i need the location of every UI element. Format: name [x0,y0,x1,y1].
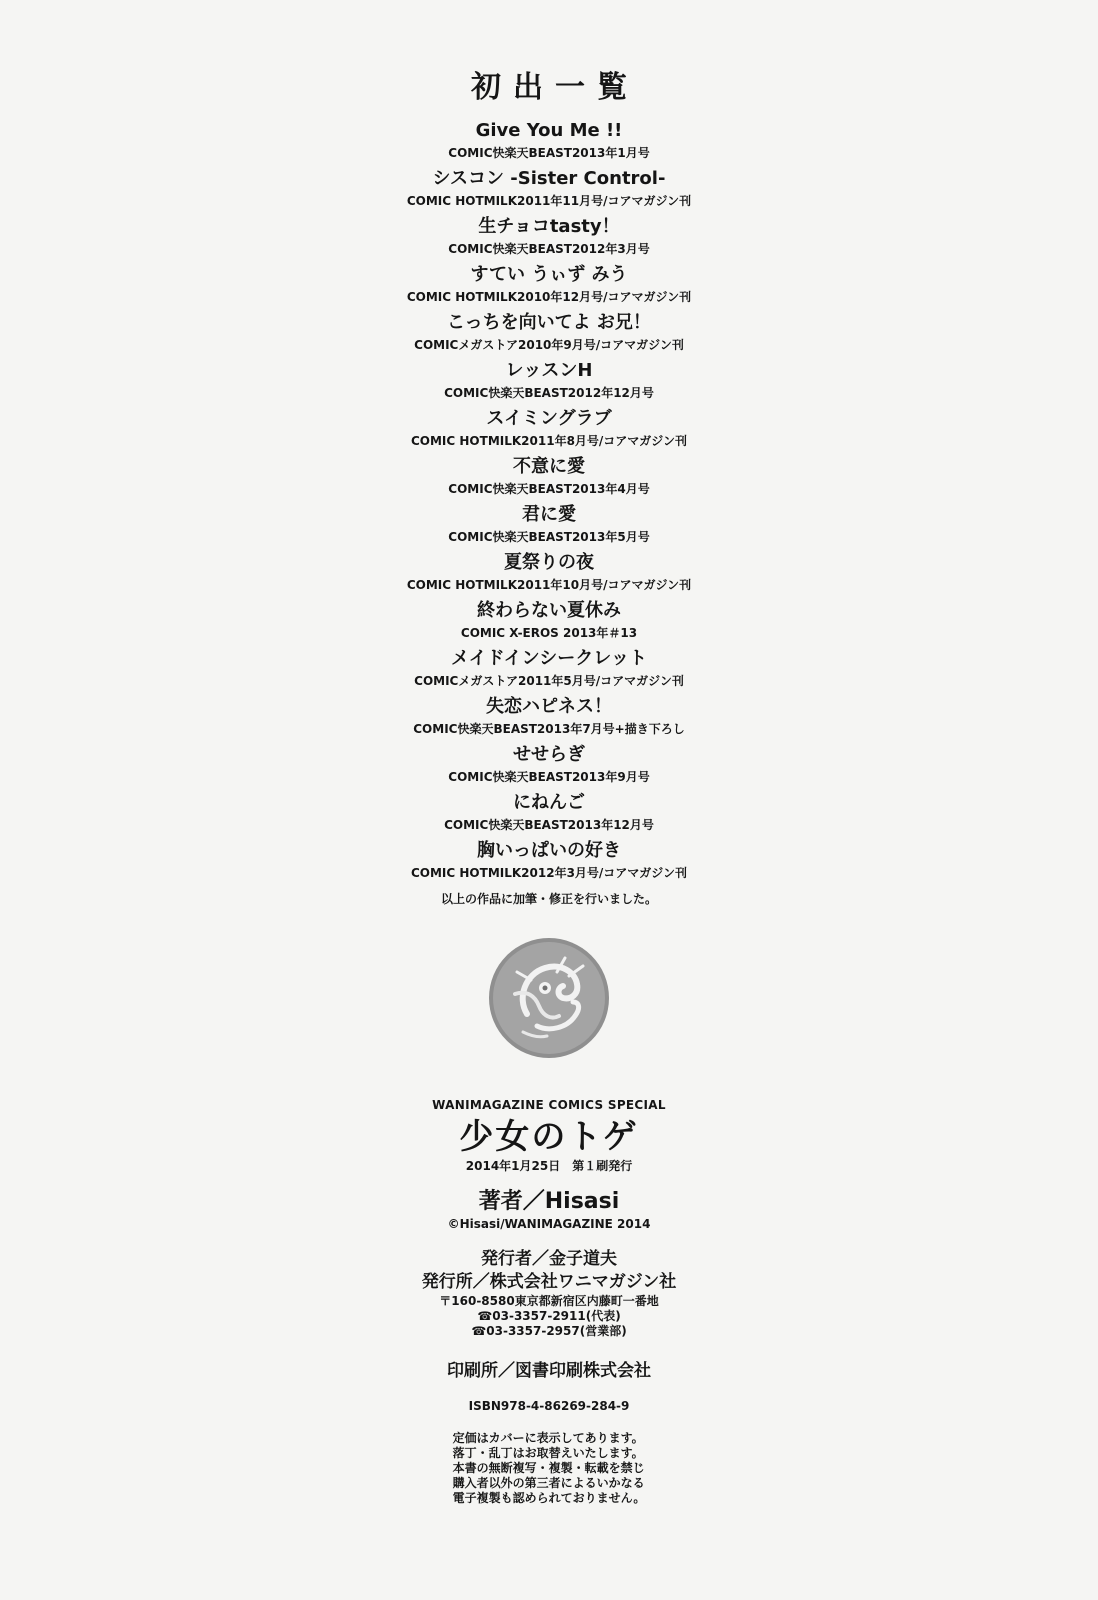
work-entry [448,118,649,166]
work-title: 君に愛 [522,504,576,525]
notice-line: 購入者以外の第三者によるいかなる [452,1476,645,1490]
work-entry [413,694,684,742]
work-title: 終わらない夏休み [477,600,621,621]
work-title: スイミングラブ [486,408,612,429]
dragon-emblem-icon [487,936,611,1060]
work-entry [407,166,691,214]
isbn: ISBN978-4-86269-284-9 [468,1399,630,1413]
work-entry [414,646,684,694]
work-title: にねんご [513,792,585,813]
work-source: COMIC快楽天BEAST2013年12月号 [444,818,654,832]
work-source: COMIC HOTMILK2011年8月号/コアマガジン刊 [410,434,687,448]
notice-line: 本書の無断複写・複製・転載を禁じ [452,1461,645,1475]
work-source: COMIC快楽天BEAST2012年3月号 [448,242,650,256]
series-label: WANIMAGAZINE COMICS SPECIAL [432,1098,666,1112]
legal-notices [453,1431,646,1506]
work-source: COMIC快楽天BEAST2012年12月号 [444,386,654,400]
work-entry [444,790,654,838]
notice-line: 落丁・乱丁はお取替えいたします。 [452,1446,644,1460]
author-line: 著者／Hisasi [478,1189,620,1214]
work-source: COMIC快楽天BEAST2013年5月号 [448,530,650,544]
work-source: COMIC HOTMILK2012年3月号/コアマガジン刊 [410,866,687,880]
work-entry [448,502,649,550]
work-entry [448,454,649,502]
work-title: レッスンH [505,360,593,381]
copyright-line: ©Hisasi/WANIMAGAZINE 2014 [447,1217,651,1231]
notice-line: 電子複製も認められておりません。 [452,1491,646,1505]
revision-note: 以上の作品に加筆・修正を行いました。 [440,892,657,906]
book-title: 少女のトゲ [459,1117,639,1157]
phone-main: ☎03-3357-2911(代表) [477,1309,621,1323]
work-entry [407,262,691,310]
notice-line: 定価はカバーに表示してあります。 [452,1431,644,1445]
work-source: COMIC HOTMILK2011年11月号/コアマガジン刊 [406,194,692,208]
work-entry [448,214,649,262]
printer-line: 印刷所／図書印刷株式会社 [447,1361,651,1381]
work-title: 夏祭りの夜 [504,552,594,573]
work-source: COMIC X-EROS 2013年＃13 [460,626,638,640]
work-title: Give You Me !! [475,120,623,141]
publisher-line: 発行所／株式会社ワニマガジン社 [421,1272,677,1292]
works-list [407,118,691,886]
work-source: COMIC快楽天BEAST2013年4月号 [448,482,650,496]
work-title: 生チョコtasty！ [478,216,620,237]
work-entry [407,550,691,598]
work-source: COMICメガストア2010年9月号/コアマガジン刊 [414,338,684,352]
work-source: COMICメガストア2011年5月号/コアマガジン刊 [414,674,684,688]
phone-sales: ☎03-3357-2957(営業部) [471,1324,627,1338]
work-title: シスコン -Sister Control- [432,168,666,189]
work-source: COMIC快楽天BEAST2013年1月号 [448,146,650,160]
first-appearance-heading: 初出一覧 [471,70,639,105]
work-title: メイドインシークレット [450,648,648,669]
work-entry [461,598,637,646]
issuer-line: 発行者／金子道夫 [481,1249,617,1269]
work-title: 胸いっぱいの好き [476,840,621,861]
work-entry [414,310,684,358]
work-entry [448,742,649,790]
work-title: こっちを向いてよ お兄！ [447,312,651,333]
work-title: すてい うぃず みう [470,264,628,285]
publisher-address: 〒160-8580東京都新宿区内藤町一番地 [439,1294,659,1308]
work-source: COMIC HOTMILK2011年10月号/コアマガジン刊 [406,578,692,592]
work-entry [411,406,687,454]
work-source: COMIC快楽天BEAST2013年7月号+描き下ろし [413,722,685,736]
work-title: 不意に愛 [513,456,585,477]
work-entry [444,358,654,406]
work-source: COMIC HOTMILK2010年12月号/コアマガジン刊 [406,290,692,304]
release-date: 2014年1月25日 第１刷発行 [465,1159,633,1173]
work-source: COMIC快楽天BEAST2013年9月号 [448,770,650,784]
work-title: 失恋ハピネス！ [485,696,612,717]
work-title: せせらぎ [513,744,585,765]
work-entry [411,838,687,886]
